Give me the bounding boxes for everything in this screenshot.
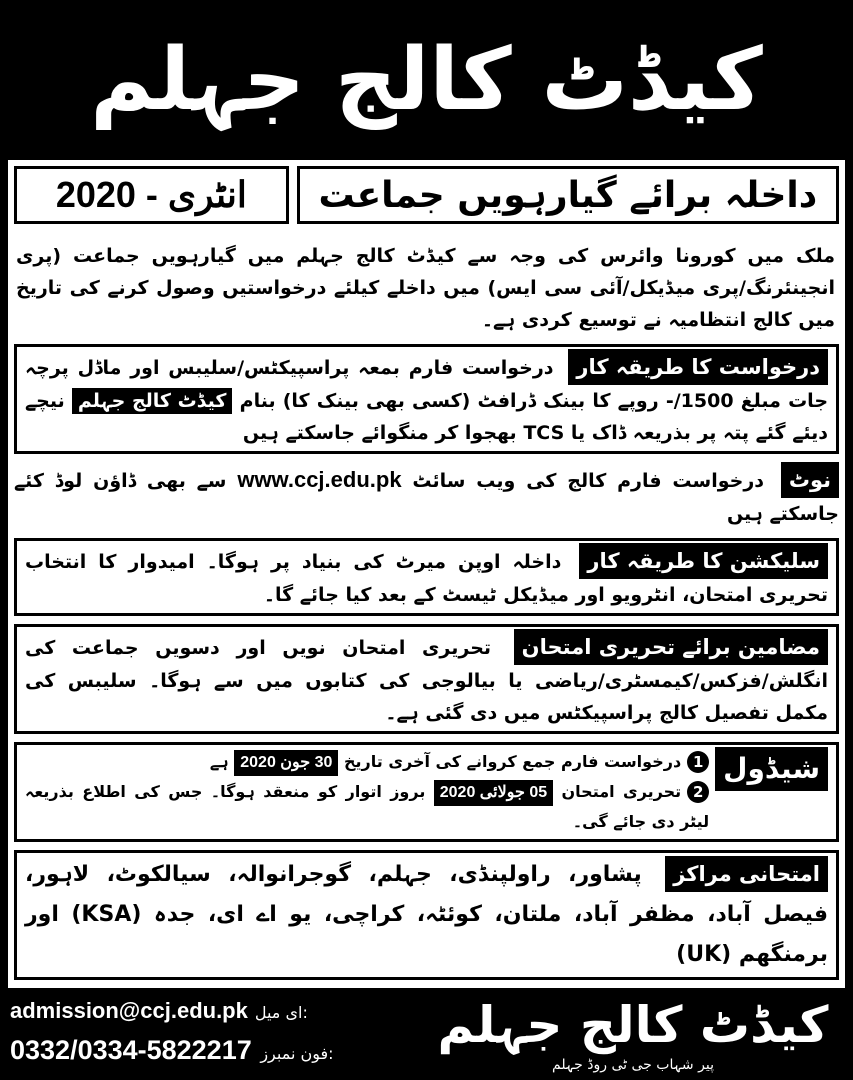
address: پیر شہاب جی ٹی روڈ جہلم: [552, 1057, 714, 1073]
application-label: درخواست کا طریقہ کار: [568, 349, 828, 385]
schedule-item: 1درخواست فارم جمع کروانے کی آخری تاریخ 30 جون 2020 ہے: [25, 747, 709, 777]
selection-label: سلیکشن کا طریقہ کار: [579, 543, 828, 579]
email-link[interactable]: admission@ccj.edu.pk: [10, 998, 248, 1023]
college-title: کیڈٹ کالج جہلم: [90, 30, 763, 130]
entry-heading: انٹری - 2020: [14, 166, 289, 224]
note-line: نوٹ درخواست فارم کالج کی ویب سائٹ www.ccj.edu.pk سے بھی ڈاؤن لوڈ کئے جاسکتے ہیں: [14, 462, 839, 530]
schedule-item: 2تحریری امتحان 05 جولائی 2020 بروز اتوار کو منعقد ہوگا۔ جس کی اطلاع بذریعہ لیٹر دی جائے گی۔: [25, 782, 710, 831]
admission-heading: داخلہ برائے گیارہویں جماعت: [297, 166, 839, 224]
schedule-section: [14, 742, 839, 842]
ad-body: [8, 160, 845, 988]
phone-row: 0332/0334-5822217 فون نمبرز:: [10, 1035, 334, 1065]
college-name-highlight: کیڈٹ کالج جہلم: [72, 388, 233, 414]
schedule-label: شیڈول: [715, 747, 828, 791]
selection-section: سلیکشن کا طریقہ کار داخلہ اوپن میرٹ کی بنیاد پر ہوگا۔ امیدوار کا انتخاب تحریری امتحان، انٹرویو اور میڈیکل ٹیسٹ کے بعد کیا جائے گا۔: [14, 538, 839, 616]
contact-block: [10, 994, 334, 1074]
footer-logo: کیڈٹ کالج جہلم: [437, 996, 829, 1054]
subjects-label: مضامین برائے تحریری امتحان: [514, 629, 828, 665]
schedule-items: [25, 747, 709, 837]
footer: [0, 988, 853, 1080]
subjects-section: مضامین برائے تحریری امتحان تحریری امتحان نویں اور دسویں جماعت کی انگلش/فزکس/کیمسٹری/ریاضی یا بیالوجی کی کتابوں میں سے ہوگا۔ سلیبس کی مکمل تفصیل کالج پراسپیکٹس میں دی گئی ہے۔: [14, 624, 839, 734]
website-link[interactable]: www.ccj.edu.pk: [237, 467, 402, 492]
heading-row: [14, 166, 839, 224]
note-label: نوٹ: [781, 462, 839, 498]
centers-label: امتحانی مراکز: [665, 856, 828, 892]
logo-block: [423, 994, 843, 1074]
phone-number: 0332/0334-5822217: [10, 1035, 252, 1065]
intro-text: ملک میں کورونا وائرس کی وجہ سے کیڈٹ کالج جہلم میں گیارہویں جماعت (پری انجینئرنگ/پری میڈیکل/آئی سی ایس) میں داخلے کیلئے درخواستیں وصول کرنے کی تاریخ میں کالج انتظامیہ نے توسیع کردی ہے۔: [16, 245, 835, 331]
application-section: درخواست کا طریقہ کار درخواست فارم بمعہ پراسپیکٹس/سلیبس اور ماڈل پرچہ جات مبلغ 1500/- روپے کا بینک ڈرافٹ (کسی بھی بینک کا) بنام کیڈٹ کالج جہلم نیچے دیئے گئے پتہ پر بذریعہ ڈاک یا TCS بھجوا کر منگوائے جاسکتے ہیں: [14, 344, 839, 454]
email-row: admission@ccj.edu.pk ای میل:: [10, 998, 308, 1023]
centers-section: امتحانی مراکز پشاور، راولپنڈی، جہلم، گوجرانوالہ، سیالکوٹ، لاہور، فیصل آباد، مظفر آباد، ملتان، کوئٹہ، کراچی، یو اے ای، جدہ (KSA) اور برمنگھم (UK): [14, 850, 839, 980]
